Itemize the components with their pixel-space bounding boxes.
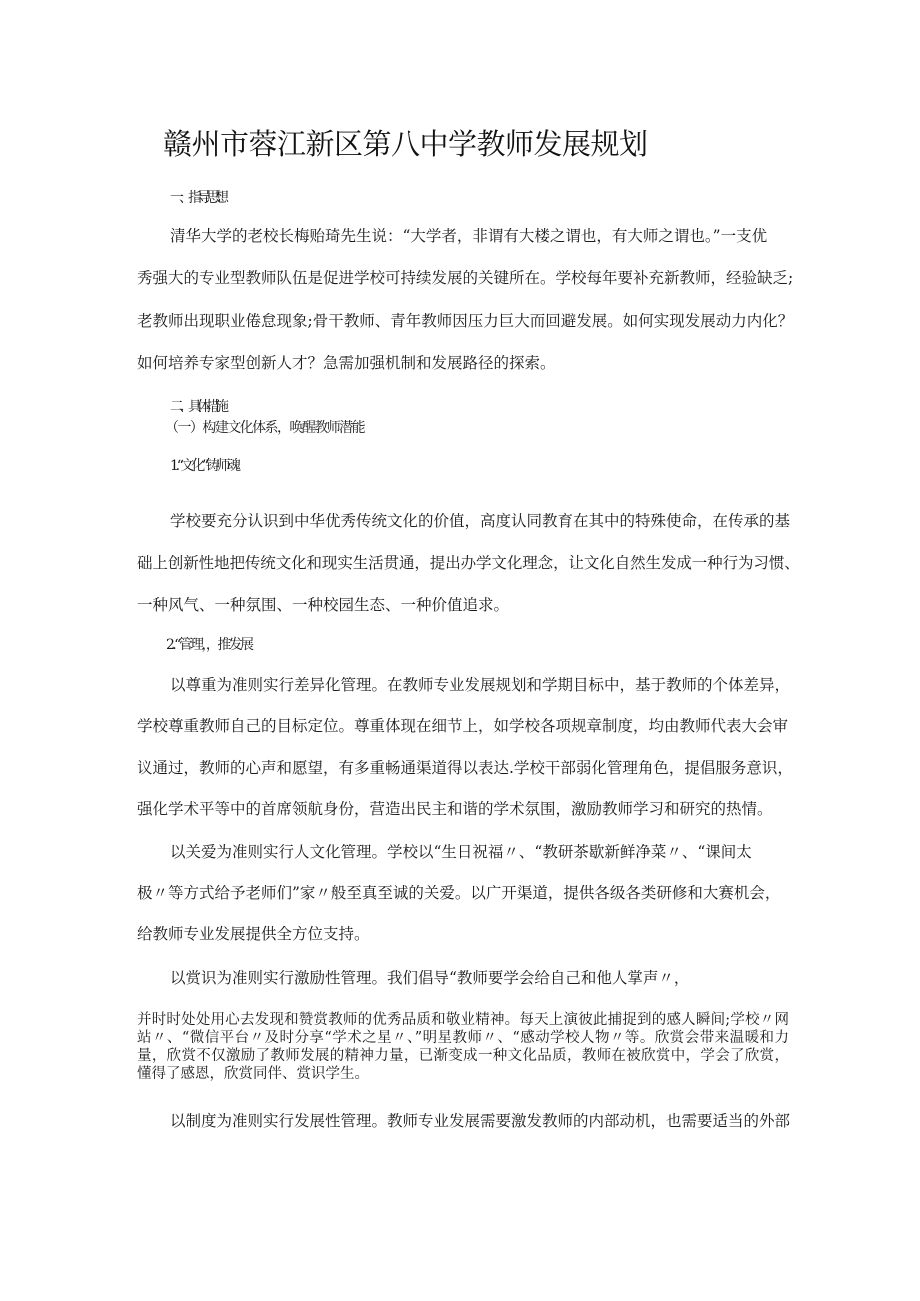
paragraph-line: 极〃等方式给予老师们”家〃般至真至诚的关爱。以广开渠道，提供各级各类研修和大赛机会，	[137, 884, 781, 902]
paragraph-line: 学校尊重教师自己的目标定位。尊重体现在细节上，如学校各项规章制度，均由教师代表大会审	[137, 717, 789, 735]
paragraph-appreciation: 并时时处处用心去发现和赞赏教师的优秀品质和敬业精神。每天上演彼此捕捉到的感人瞬间;学校〃网站〃、“微信平台〃及时分享“学术之星〃、”明星教师〃、“感动学校人物〃等。欣赏会带来温暖和力量，欣赏不仅激励了教师发展的精神力量，已渐变成一种文化品质，教师在被欣赏中，学会了欣赏，懂得了感恩，欣赏同伴、赏识学生。	[137, 1012, 789, 1082]
paragraph-line: 以关爱为准则实行人文化管理。学校以“生日祝福〃、“教研茶歇新鲜净菜〃、“课间太	[170, 843, 752, 861]
paragraph-line: 强化学术平等中的首席领航身份，营造出民主和谐的学术氛围，激励教师学习和研究的热情。	[137, 800, 773, 818]
paragraph-line: 议通过，教师的心声和愿望，有多重畅通渠道得以表达.学校干部弱化管理角色，提倡服务意识，	[137, 759, 793, 777]
paragraph-line: 给教师专业发展提供全方位支持。	[137, 925, 370, 943]
section-heading-measures: 二、具体措施	[170, 399, 224, 415]
paragraph-line: 础上创新性地把传统文化和现实生活贯通，提出办学文化理念，让文化自然生发成一种行为习惯、	[137, 554, 800, 572]
paragraph-line: 如何培养专家型创新人才？急需加强机制和发展路径的探索。	[137, 354, 556, 372]
paragraph-line: 秀强大的专业型教师队伍是促进学校可持续发展的关键所在。学校每年要补充新教师，经验缺乏;	[137, 269, 794, 287]
paragraph-line: 一种风气、一种氛围、一种校园生态、一种价值追求。	[137, 596, 510, 614]
paragraph-line: 清华大学的老校长梅贻琦先生说：“大学者，非谓有大楼之谓也，有大师之谓也。”一支优	[170, 227, 768, 245]
section-heading-guiding-ideology: 一、指导思想	[170, 190, 224, 206]
paragraph-line: 学校要充分认识到中华优秀传统文化的价值，高度认同教育在其中的特殊使命，在传承的基	[170, 512, 791, 530]
subsection-heading: （一）构建文化体系，唤醒教师潜能	[165, 420, 365, 436]
item-heading-culture: 1.“文化”铸师魂	[170, 458, 238, 474]
document-title: 赣州市蓉江新区第八中学教师发展规划	[163, 127, 648, 161]
paragraph-line: 以尊重为准则实行差异化管理。在教师专业发展规划和学期目标中，基于教师的个体差异，	[170, 676, 791, 694]
paragraph-line: 以赏识为准则实行激励性管理。我们倡导“教师要学会给自己和他人掌声〃，	[170, 969, 690, 987]
paragraph-line: 以制度为准则实行发展性管理。教师专业发展需要激发教师的内部动机，也需要适当的外部	[170, 1112, 791, 1130]
paragraph-line: 老教师出现职业倦怠现象;骨干教师、青年教师因压力巨大而回避发展。如何实现发展动力内化？	[137, 312, 794, 330]
item-heading-management: 2.“管理，，推发展	[166, 637, 252, 653]
